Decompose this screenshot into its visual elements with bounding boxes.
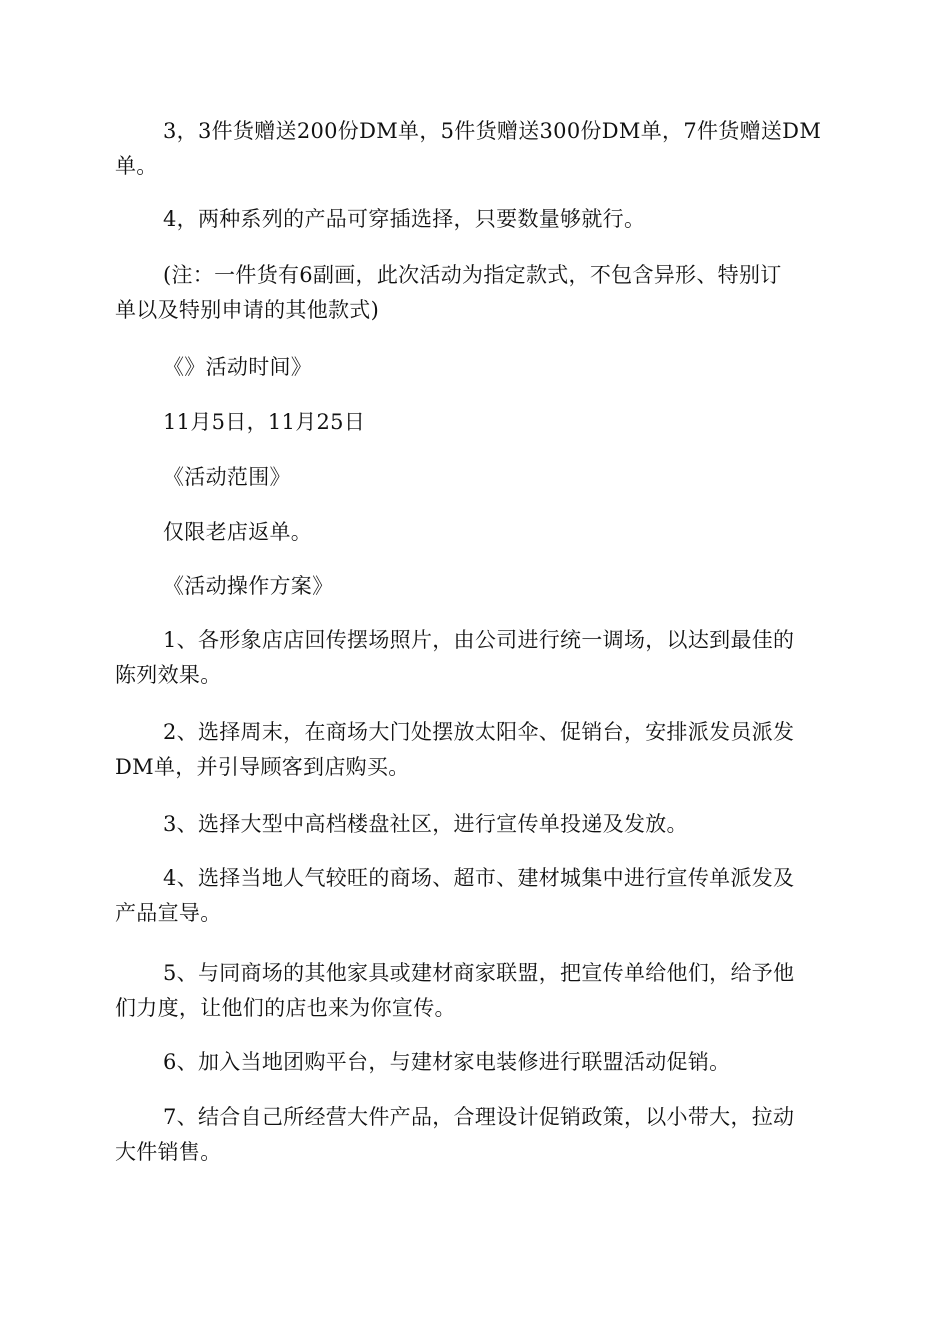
text-line: 大件销售。 <box>115 1140 222 1164</box>
text-line: 《活动操作方案》 <box>163 574 334 598</box>
plan-item-7 <box>115 1100 825 1170</box>
text-line: 11月5日，11月25日 <box>163 410 366 434</box>
plan-item-6 <box>115 1045 825 1080</box>
paragraph-note <box>115 258 825 328</box>
plan-item-5 <box>115 956 825 1026</box>
plan-item-3 <box>115 807 825 842</box>
text-line: 4，两种系列的产品可穿插选择，只要数量够就行。 <box>163 207 646 231</box>
text-line: 单以及特别申请的其他款式) <box>115 298 380 322</box>
paragraph-scope-detail <box>115 515 825 550</box>
text-line: 7、结合自己所经营大件产品，合理设计促销政策，以小带大，拉动 <box>163 1105 795 1129</box>
text-line: 3，3件货赠送200份DM单，5件货赠送300份DM单，7件货赠送DM <box>163 119 822 143</box>
heading-operation-plan <box>115 569 825 604</box>
paragraph-dm-gift <box>115 114 825 184</box>
heading-activity-time <box>115 350 825 385</box>
text-line: 陈列效果。 <box>115 663 222 687</box>
text-line: 《》活动时间》 <box>163 355 313 379</box>
plan-item-2 <box>115 715 825 785</box>
heading-activity-scope <box>115 460 825 495</box>
text-line: 们力度，让他们的店也来为你宣传。 <box>115 996 456 1020</box>
text-line: 《活动范围》 <box>163 465 291 489</box>
text-line: (注：一件货有6副画，此次活动为指定款式，不包含异形、特别订 <box>163 263 782 287</box>
text-line: 3、选择大型中高档楼盘社区，进行宣传单投递及发放。 <box>163 812 688 836</box>
text-line: DM单，并引导顾客到店购买。 <box>115 755 410 779</box>
text-line: 仅限老店返单。 <box>163 520 313 544</box>
text-line: 6、加入当地团购平台，与建材家电装修进行联盟活动促销。 <box>163 1050 731 1074</box>
text-line: 1、各形象店店回传摆场照片，由公司进行统一调场，以达到最佳的 <box>163 628 795 652</box>
text-line: 单。 <box>115 154 158 178</box>
text-line: 5、与同商场的其他家具或建材商家联盟，把宣传单给他们，给予他 <box>163 961 795 985</box>
text-line: 产品宣导。 <box>115 901 222 925</box>
text-line: 2、选择周末，在商场大门处摆放太阳伞、促销台，安排派发员派发 <box>163 720 795 744</box>
plan-item-1 <box>115 623 825 693</box>
paragraph-series-mix <box>115 202 825 237</box>
paragraph-activity-dates <box>115 405 825 440</box>
plan-item-4 <box>115 861 825 931</box>
text-line: 4、选择当地人气较旺的商场、超市、建材城集中进行宣传单派发及 <box>163 866 795 890</box>
